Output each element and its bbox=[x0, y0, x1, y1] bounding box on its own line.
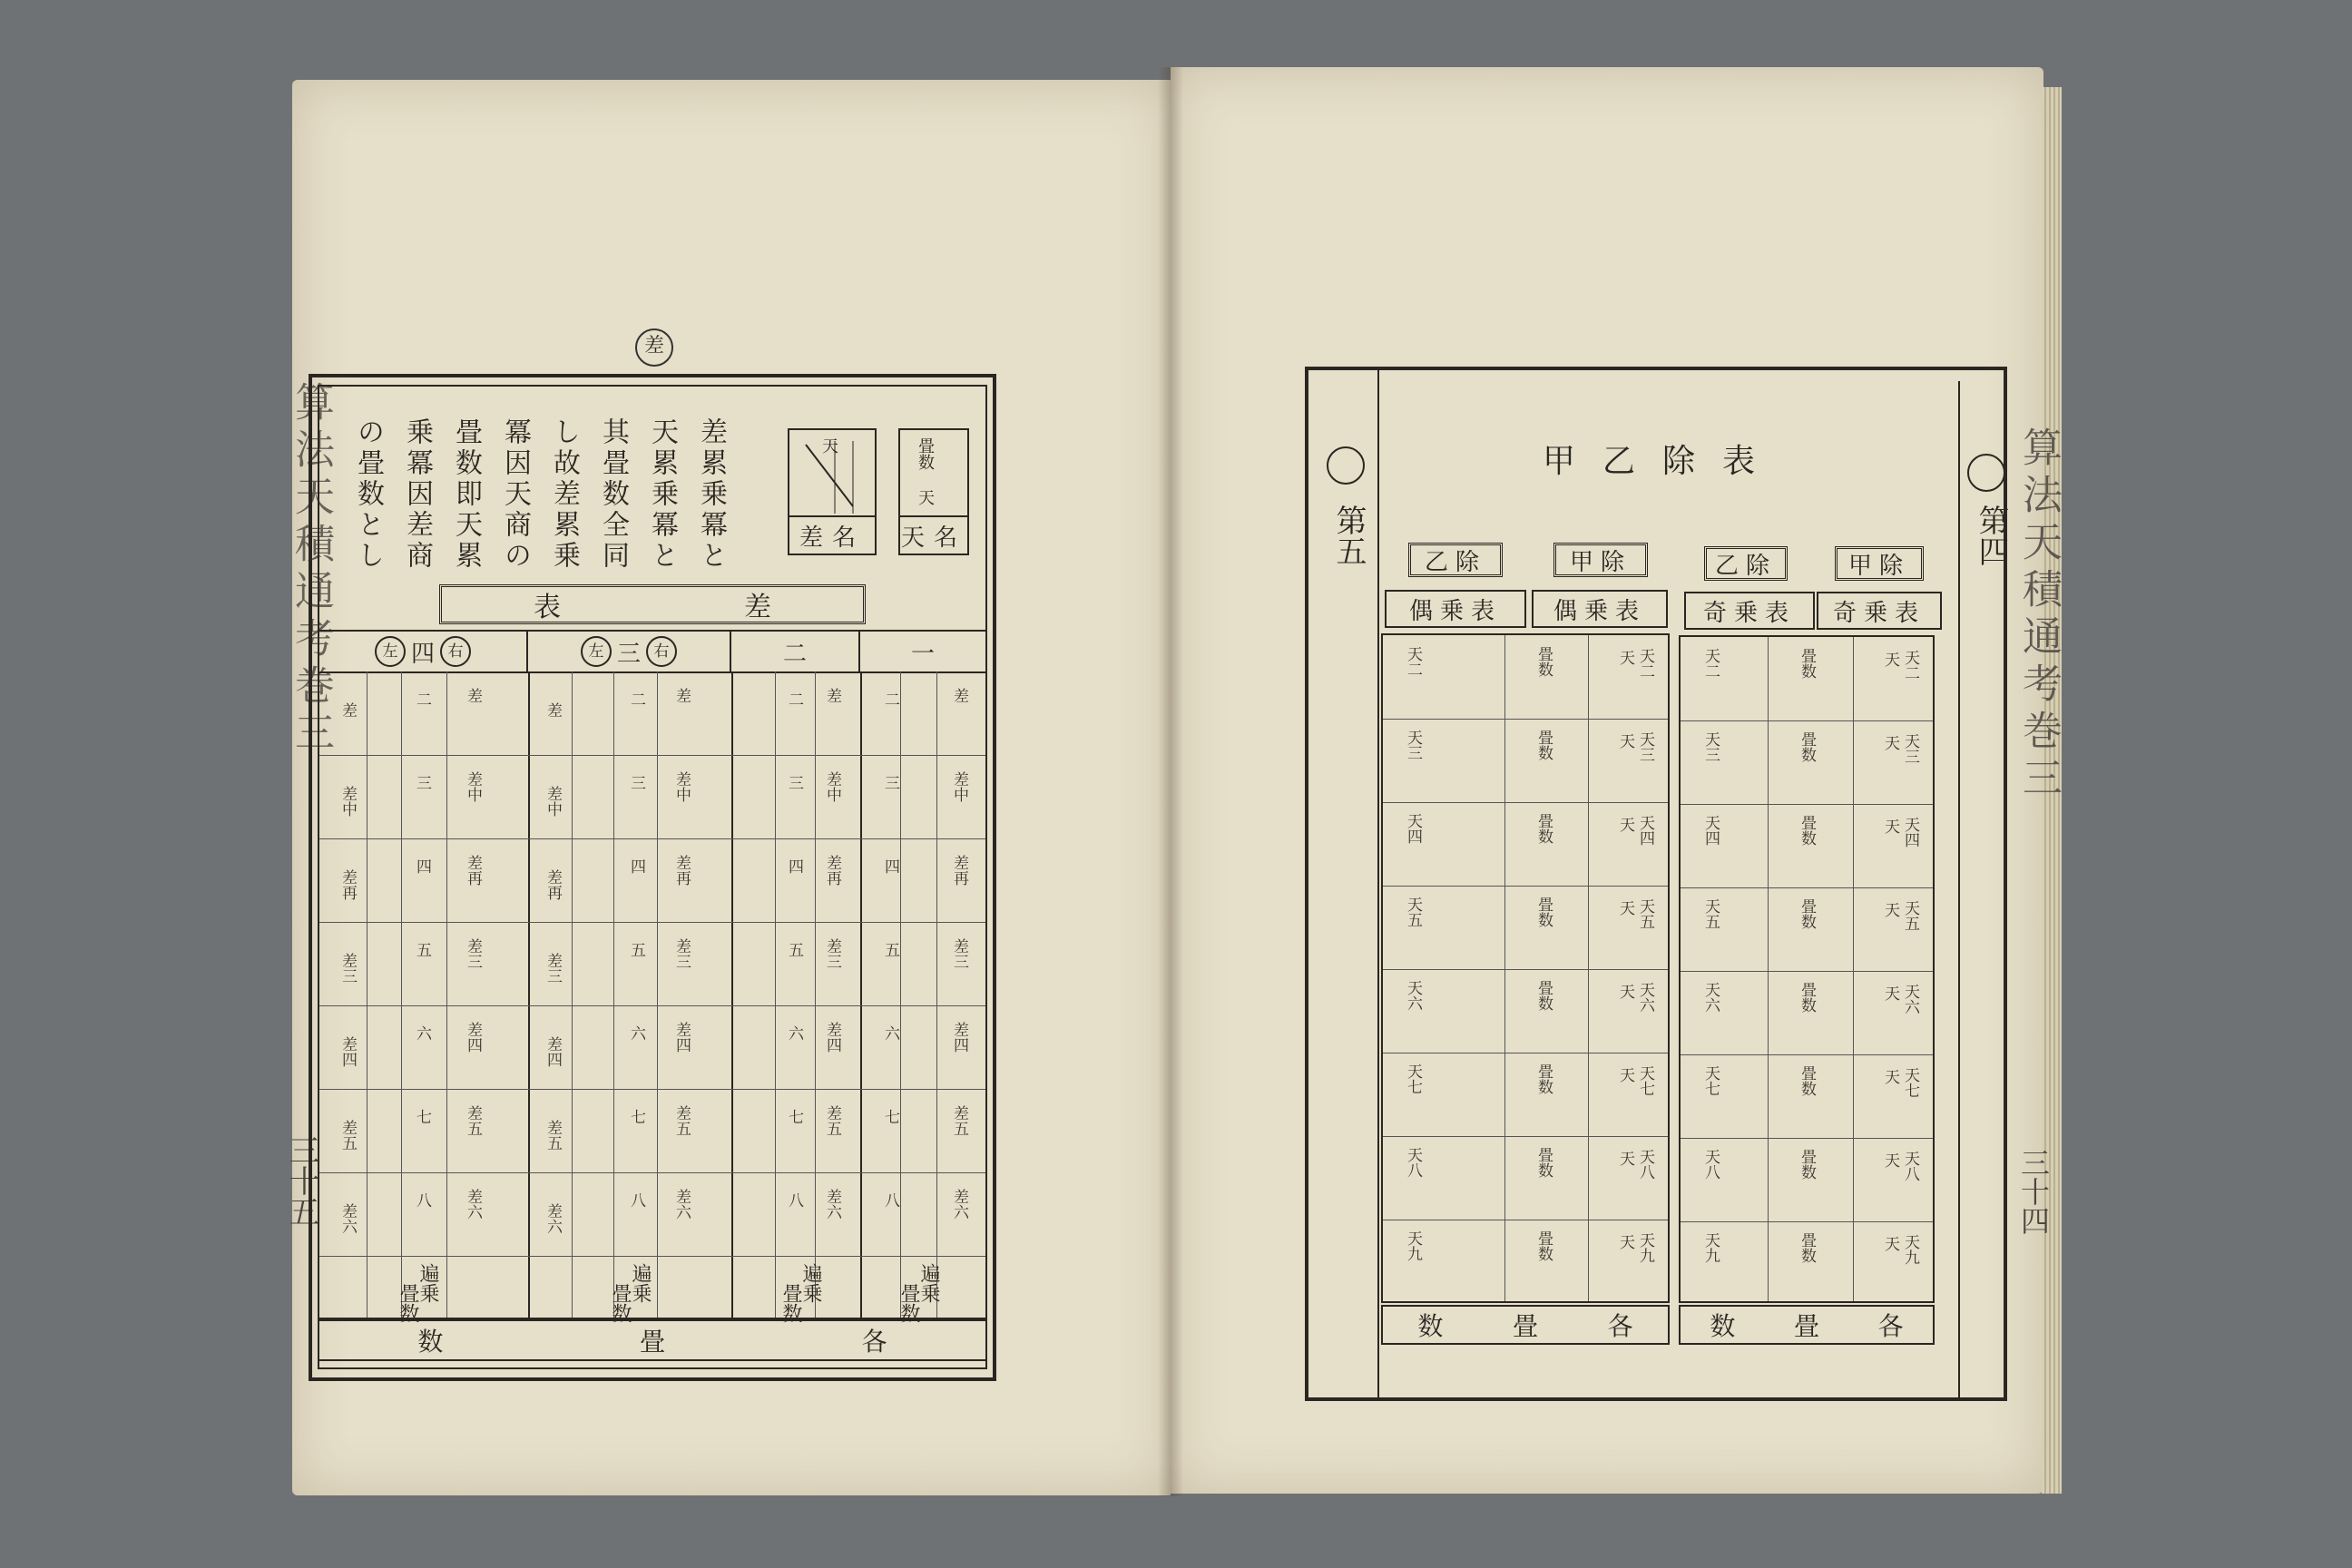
row-mark-cell: 差 bbox=[823, 688, 841, 703]
row-mark-cell: 差 bbox=[338, 702, 357, 718]
row-mark-cell: 差三 bbox=[950, 938, 968, 969]
sec5-divisor-jia: 甲除 bbox=[1553, 543, 1648, 577]
header-three-left: 左 bbox=[581, 636, 612, 667]
section-four-circle-icon bbox=[1967, 454, 2005, 492]
row-mark-cell: 差再 bbox=[464, 855, 482, 886]
row-mark-cell: 差三 bbox=[464, 938, 482, 969]
sub-grid-mark-right-b: 天五 bbox=[1636, 898, 1654, 929]
row-mark-cell: 差六 bbox=[338, 1203, 357, 1234]
row-mark-cell: 差再 bbox=[823, 855, 841, 886]
section-four-label: 第四 bbox=[1973, 505, 2009, 566]
row-mark-cell: 差四 bbox=[672, 1022, 691, 1053]
left-margin-folio: 三十五 bbox=[283, 1134, 319, 1227]
sub-grid-mark-right-b: 天九 bbox=[1636, 1232, 1654, 1263]
sub-grid-mark-left: 天七 bbox=[1404, 1063, 1422, 1094]
sec4-table-grid bbox=[1679, 635, 1935, 1303]
sub-grid-mark-right: 天 bbox=[1616, 900, 1634, 916]
row-mark-cell: 差五 bbox=[823, 1105, 841, 1136]
left-band-char-1: 各 bbox=[861, 1327, 887, 1357]
row-mark-cell: 差 bbox=[464, 688, 482, 703]
sub-grid-row-rule bbox=[1383, 969, 1668, 970]
row-mark-cell: 差中 bbox=[464, 771, 482, 802]
row-mark-cell: 差四 bbox=[464, 1022, 482, 1053]
sec5-band-char-1: 各 bbox=[1607, 1311, 1633, 1341]
sub-grid-mark-mid: 畳数 bbox=[1798, 1065, 1816, 1096]
sub-grid-row-rule bbox=[1681, 971, 1933, 972]
row-mark-cell: 差五 bbox=[338, 1120, 357, 1151]
sub-grid-mark-mid: 畳数 bbox=[1798, 731, 1816, 762]
header-col-three bbox=[528, 632, 731, 671]
sub-grid-mark-right-b: 天六 bbox=[1901, 984, 1919, 1014]
row-mark-cell: 差六 bbox=[950, 1189, 968, 1220]
row-mark-cell: 差六 bbox=[823, 1189, 841, 1220]
sec5-band-char-2: 畳 bbox=[1512, 1311, 1538, 1341]
row-number-cell: 六 bbox=[413, 1025, 431, 1041]
row-mark-cell: 差中 bbox=[950, 771, 968, 802]
sec4-band-char-2: 畳 bbox=[1793, 1311, 1819, 1341]
left-band-char-3: 数 bbox=[417, 1327, 444, 1357]
row-mark-cell: 差四 bbox=[338, 1036, 357, 1067]
row-number-cell: 八 bbox=[413, 1192, 431, 1208]
sub-grid-mark-right: 天 bbox=[1881, 652, 1899, 667]
table-row-rule bbox=[319, 1172, 985, 1173]
right-margin-folio: 三十四 bbox=[2016, 1148, 2051, 1235]
sub-grid-mark-left: 天二 bbox=[1701, 648, 1720, 679]
sub-grid-mark-right: 天 bbox=[1616, 733, 1634, 749]
sub-grid-mark-right-b: 天四 bbox=[1636, 815, 1654, 846]
section-five-label: 第五 bbox=[1330, 505, 1367, 566]
sub-grid-row-rule bbox=[1681, 887, 1933, 888]
legend-tian-top: 畳数 天 bbox=[916, 437, 935, 505]
table-column-rule bbox=[528, 671, 530, 1318]
row-number-cell: 六 bbox=[785, 1025, 803, 1041]
row-mark-cell: 差中 bbox=[823, 771, 841, 802]
footer-three-a: 遍乗 bbox=[629, 1263, 652, 1303]
table-row-rule bbox=[319, 922, 985, 923]
table-row-rule bbox=[319, 755, 985, 756]
footer-four-a: 遍乗 bbox=[416, 1263, 439, 1303]
table-column-rule-minor bbox=[936, 671, 937, 1318]
table-column-rule-minor bbox=[900, 671, 901, 1318]
row-number-cell: 二 bbox=[413, 691, 431, 707]
sub-grid-mark-left: 天三 bbox=[1404, 730, 1422, 760]
sub-grid-mark-right: 天 bbox=[1881, 818, 1899, 834]
row-mark-cell: 差五 bbox=[950, 1105, 968, 1136]
sub-grid-row-rule bbox=[1681, 1054, 1933, 1055]
row-mark-cell: 差中 bbox=[338, 786, 357, 817]
row-number-cell: 二 bbox=[785, 691, 803, 707]
header-three-right: 右 bbox=[646, 636, 677, 667]
left-band-char-2: 畳 bbox=[639, 1327, 665, 1357]
sec5-even-mult-a: 偶乗表 bbox=[1385, 590, 1526, 628]
row-number-cell: 四 bbox=[413, 858, 431, 874]
table-column-rule-minor bbox=[815, 671, 816, 1318]
difference-table bbox=[318, 630, 987, 1323]
sec4-band-char-1: 各 bbox=[1877, 1311, 1904, 1341]
row-mark-cell: 差再 bbox=[672, 855, 691, 886]
sec5-table-grid bbox=[1381, 633, 1670, 1303]
table-column-rule bbox=[731, 671, 733, 1318]
row-number-cell: 四 bbox=[881, 858, 899, 874]
row-mark-cell: 差再 bbox=[950, 855, 968, 886]
header-three-label: 三 bbox=[616, 640, 641, 668]
row-number-cell: 三 bbox=[785, 775, 803, 790]
sub-grid-row-rule bbox=[1681, 720, 1933, 721]
explanation-line: の畳数とし bbox=[352, 417, 384, 572]
sub-grid-mark-right: 天 bbox=[1881, 1152, 1899, 1168]
explanation-line: 乗冪因差商 bbox=[401, 417, 433, 572]
sub-grid-mark-mid: 畳数 bbox=[1534, 813, 1553, 844]
row-number-cell: 八 bbox=[785, 1192, 803, 1208]
sec4-bottom-band bbox=[1679, 1305, 1935, 1345]
sub-grid-mark-right: 天 bbox=[1616, 1234, 1634, 1250]
row-number-cell: 四 bbox=[785, 858, 803, 874]
sub-grid-mark-left: 天二 bbox=[1404, 646, 1422, 677]
sub-grid-mark-left: 天四 bbox=[1701, 815, 1720, 846]
sub-grid-mark-mid: 畳数 bbox=[1798, 815, 1816, 846]
row-mark-cell: 差中 bbox=[544, 786, 562, 817]
sub-grid-mark-mid: 畳数 bbox=[1534, 1230, 1553, 1261]
left-table-title bbox=[439, 584, 866, 624]
sub-grid-mark-right: 天 bbox=[1616, 1151, 1634, 1166]
row-mark-cell: 差三 bbox=[338, 953, 357, 984]
table-column-rule-minor bbox=[775, 671, 776, 1318]
explanation-line: 差累乗冪と bbox=[695, 417, 727, 572]
sub-grid-column-rule bbox=[1768, 637, 1769, 1301]
table-column-rule bbox=[860, 671, 862, 1318]
footer-one-a: 遍乗 bbox=[917, 1263, 940, 1303]
sub-grid-row-rule bbox=[1681, 1221, 1933, 1222]
sub-grid-mark-mid: 畳数 bbox=[1534, 1063, 1553, 1094]
row-mark-cell: 差三 bbox=[823, 938, 841, 969]
sub-grid-mark-mid: 畳数 bbox=[1798, 648, 1816, 679]
sub-grid-row-rule bbox=[1383, 802, 1668, 803]
row-number-cell: 七 bbox=[785, 1109, 803, 1124]
row-number-cell: 三 bbox=[881, 775, 899, 790]
difference-table-header bbox=[319, 632, 985, 673]
sub-grid-mark-left: 天四 bbox=[1404, 813, 1422, 844]
sub-grid-mark-mid: 畳数 bbox=[1534, 897, 1553, 927]
row-mark-cell: 差再 bbox=[544, 869, 562, 900]
sub-grid-mark-mid: 畳数 bbox=[1798, 1232, 1816, 1263]
row-number-cell: 六 bbox=[881, 1025, 899, 1041]
table-row-rule bbox=[319, 838, 985, 839]
sub-grid-mark-right-b: 天九 bbox=[1901, 1234, 1919, 1265]
sub-grid-mark-right: 天 bbox=[1881, 902, 1899, 917]
sub-grid-mark-right-b: 天六 bbox=[1636, 982, 1654, 1013]
sub-grid-mark-mid: 畳数 bbox=[1798, 1149, 1816, 1180]
sub-grid-mark-right-b: 天二 bbox=[1901, 650, 1919, 681]
sub-grid-column-rule bbox=[1504, 635, 1505, 1301]
footer-four-b: 畳数 bbox=[397, 1283, 419, 1323]
row-mark-cell: 差六 bbox=[672, 1189, 691, 1220]
legend-diagonal-icon bbox=[799, 437, 867, 514]
left-title-char-1: 表 bbox=[534, 592, 561, 623]
explanation-text bbox=[352, 417, 727, 599]
sec4-divisor-yi: 乙除 bbox=[1704, 546, 1788, 581]
sub-grid-mark-right-b: 天三 bbox=[1636, 731, 1654, 762]
sub-grid-mark-right-b: 天七 bbox=[1636, 1065, 1654, 1096]
sub-grid-mark-right-b: 天二 bbox=[1636, 648, 1654, 679]
row-mark-cell: 差三 bbox=[544, 953, 562, 984]
table-column-rule-minor bbox=[401, 671, 402, 1318]
sub-grid-mark-left: 天五 bbox=[1404, 897, 1422, 927]
table-column-rule-minor bbox=[613, 671, 614, 1318]
row-mark-cell: 差五 bbox=[464, 1105, 482, 1136]
row-number-cell: 二 bbox=[881, 691, 899, 707]
sub-grid-mark-right-b: 天八 bbox=[1636, 1149, 1654, 1180]
table-column-rule-minor bbox=[572, 671, 573, 1318]
sec5-even-mult-b: 偶乗表 bbox=[1532, 590, 1668, 628]
row-number-cell: 六 bbox=[627, 1025, 645, 1041]
sec4-odd-mult-b: 奇乗表 bbox=[1817, 592, 1942, 630]
sub-grid-mark-left: 天八 bbox=[1404, 1147, 1422, 1178]
sub-grid-row-rule bbox=[1383, 886, 1668, 887]
sub-grid-mark-mid: 畳数 bbox=[1798, 898, 1816, 929]
section-five-circle-icon bbox=[1327, 446, 1365, 485]
sub-grid-column-rule bbox=[1853, 637, 1854, 1301]
row-mark-cell: 差五 bbox=[544, 1120, 562, 1151]
sub-grid-mark-left: 天七 bbox=[1701, 1065, 1720, 1096]
explanation-line: 冪因天商の bbox=[499, 417, 531, 572]
right-margin-rule-left bbox=[1377, 367, 1379, 1401]
sub-grid-mark-right-b: 天五 bbox=[1901, 900, 1919, 931]
right-margin-title: 算法天積通考巻三 bbox=[2015, 426, 2062, 804]
row-number-cell: 八 bbox=[881, 1192, 899, 1208]
legend-cha-box bbox=[788, 428, 877, 555]
sub-grid-mark-right: 天 bbox=[1616, 984, 1634, 999]
sub-grid-mark-left: 天八 bbox=[1701, 1149, 1720, 1180]
table-column-rule-minor bbox=[446, 671, 447, 1318]
left-bottom-band bbox=[318, 1319, 987, 1361]
sub-grid-mark-right-b: 天四 bbox=[1901, 817, 1919, 848]
row-number-cell: 二 bbox=[627, 691, 645, 707]
sub-grid-mark-right-b: 天八 bbox=[1901, 1151, 1919, 1181]
book-spine bbox=[1158, 67, 1183, 1496]
explanation-line: 畳数即天累 bbox=[450, 417, 482, 572]
row-number-cell: 三 bbox=[413, 775, 431, 790]
sub-grid-mark-left: 天六 bbox=[1404, 980, 1422, 1011]
left-seal-stamp: 差 bbox=[635, 328, 673, 367]
row-mark-cell: 差四 bbox=[950, 1022, 968, 1053]
row-mark-cell: 差三 bbox=[672, 938, 691, 969]
header-four-right: 右 bbox=[440, 636, 471, 667]
row-number-cell: 三 bbox=[627, 775, 645, 790]
footer-one-b: 畳数 bbox=[897, 1283, 920, 1323]
sub-grid-mark-left: 天九 bbox=[1701, 1232, 1720, 1263]
explanation-line: 天累乗冪と bbox=[646, 417, 678, 572]
sub-grid-row-rule bbox=[1383, 719, 1668, 720]
sub-grid-mark-mid: 畳数 bbox=[1534, 646, 1553, 677]
header-four-left: 左 bbox=[375, 636, 406, 667]
explanation-line: 其畳数全同 bbox=[597, 417, 629, 572]
table-footer-rule bbox=[319, 1256, 985, 1257]
sub-grid-mark-right-b: 天七 bbox=[1901, 1067, 1919, 1098]
row-number-cell: 七 bbox=[881, 1109, 899, 1124]
row-number-cell: 七 bbox=[627, 1109, 645, 1124]
sub-grid-mark-mid: 畳数 bbox=[1798, 982, 1816, 1013]
header-four-label: 四 bbox=[410, 640, 435, 668]
legend-tian-box bbox=[898, 428, 969, 555]
table-column-rule-minor bbox=[657, 671, 658, 1318]
sub-grid-mark-right: 天 bbox=[1881, 1236, 1899, 1251]
right-margin-rule-right bbox=[1958, 381, 1960, 1401]
row-number-cell: 五 bbox=[785, 942, 803, 957]
sub-grid-mark-left: 天六 bbox=[1701, 982, 1720, 1013]
row-number-cell: 五 bbox=[413, 942, 431, 957]
sec5-band-char-3: 数 bbox=[1417, 1311, 1444, 1341]
sub-grid-row-rule bbox=[1681, 804, 1933, 805]
sub-grid-column-rule bbox=[1588, 635, 1589, 1301]
legend-cha-top: 天 bbox=[819, 437, 838, 454]
row-mark-cell: 差中 bbox=[672, 771, 691, 802]
row-number-cell: 八 bbox=[627, 1192, 645, 1208]
sub-grid-mark-right: 天 bbox=[1616, 650, 1634, 665]
footer-two-a: 遍乗 bbox=[799, 1263, 822, 1303]
row-mark-cell: 差 bbox=[672, 688, 691, 703]
sub-grid-mark-right: 天 bbox=[1616, 1067, 1634, 1083]
sub-grid-mark-left: 天五 bbox=[1701, 898, 1720, 929]
row-number-cell: 五 bbox=[627, 942, 645, 957]
row-mark-cell: 差六 bbox=[544, 1203, 562, 1234]
table-row-rule bbox=[319, 1005, 985, 1006]
row-mark-cell: 差五 bbox=[672, 1105, 691, 1136]
sub-grid-mark-right: 天 bbox=[1881, 1069, 1899, 1084]
sub-grid-mark-right: 天 bbox=[1881, 735, 1899, 750]
legend-tian-label: 天名 bbox=[900, 515, 967, 554]
legend-cha-label: 差名 bbox=[789, 515, 875, 554]
sub-grid-mark-right: 天 bbox=[1881, 985, 1899, 1001]
sub-grid-mark-mid: 畳数 bbox=[1534, 1147, 1553, 1178]
sub-grid-mark-mid: 畳数 bbox=[1534, 980, 1553, 1011]
sub-grid-mark-right-b: 天三 bbox=[1901, 733, 1919, 764]
sub-grid-mark-left: 天三 bbox=[1701, 731, 1720, 762]
sec4-band-char-3: 数 bbox=[1710, 1311, 1736, 1341]
sec4-divisor-jia: 甲除 bbox=[1835, 546, 1924, 581]
table-row-rule bbox=[319, 1089, 985, 1090]
footer-three-b: 畳数 bbox=[609, 1283, 632, 1323]
row-number-cell: 四 bbox=[627, 858, 645, 874]
sub-grid-mark-right: 天 bbox=[1616, 817, 1634, 832]
sub-grid-row-rule bbox=[1383, 1136, 1668, 1137]
row-mark-cell: 差四 bbox=[823, 1022, 841, 1053]
header-col-one: 一 bbox=[910, 640, 935, 668]
sub-grid-mark-mid: 畳数 bbox=[1534, 730, 1553, 760]
table-column-rule-minor bbox=[367, 671, 368, 1318]
right-table-title: 甲乙除表 bbox=[1543, 443, 1783, 480]
row-mark-cell: 差再 bbox=[338, 869, 357, 900]
row-mark-cell: 差六 bbox=[464, 1189, 482, 1220]
row-mark-cell: 差四 bbox=[544, 1036, 562, 1067]
row-number-cell: 七 bbox=[413, 1109, 431, 1124]
footer-two-b: 畳数 bbox=[779, 1283, 802, 1323]
sec5-bottom-band bbox=[1381, 1305, 1670, 1345]
row-mark-cell: 差 bbox=[950, 688, 968, 703]
explanation-line: し故差累乗 bbox=[548, 417, 580, 572]
sec4-odd-mult-a: 奇乗表 bbox=[1684, 592, 1815, 630]
sec5-divisor-yi: 乙除 bbox=[1408, 543, 1503, 577]
row-mark-cell: 差 bbox=[544, 702, 562, 718]
sub-grid-row-rule bbox=[1383, 1053, 1668, 1054]
left-title-char-2: 差 bbox=[744, 592, 771, 623]
header-col-two: 二 bbox=[731, 632, 860, 671]
header-col-four bbox=[319, 632, 528, 671]
sub-grid-row-rule bbox=[1681, 1138, 1933, 1139]
row-number-cell: 五 bbox=[881, 942, 899, 957]
sub-grid-mark-left: 天九 bbox=[1404, 1230, 1422, 1261]
left-margin-title: 算法天積通考巻三 bbox=[288, 381, 334, 759]
